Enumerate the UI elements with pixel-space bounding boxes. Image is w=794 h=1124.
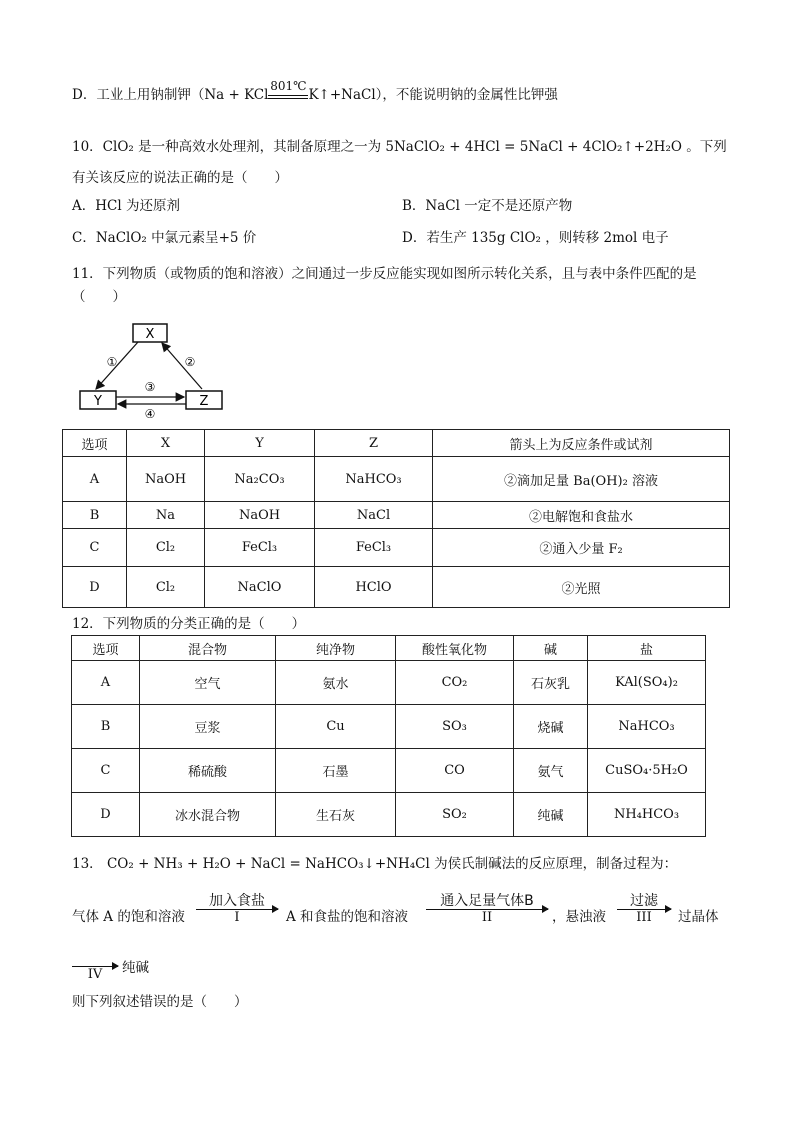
table-cell: CuSO₄·5H₂O [588,749,706,793]
q13-arrow-4-bottom: IV [87,967,103,982]
table-row [63,567,730,608]
q13-arrow-1 [196,893,278,926]
diagram-num-2: ② [184,355,196,369]
q10-option-c[interactable]: C．NaClO₂ 中氯元素呈+5 价 [72,230,257,246]
table-cell: ②电解饱和食盐水 [433,502,730,529]
table-cell: 冰水混合物 [140,793,276,837]
q9-temp: 801℃ [270,79,307,93]
table-cell: FeCl₃ [315,529,433,567]
q12-header: 纯净物 [276,636,396,661]
diagram-label-z: Z [199,394,209,409]
table-row [63,457,730,502]
q10-stem-2: 有关该反应的说法正确的是（ ） [72,170,288,186]
q13-flow-s2: ，悬浊液 [552,909,606,925]
q13-arrow-1-top: 加入食盐 [209,893,265,909]
table-cell: D [72,793,140,837]
q12-header-row [72,636,706,661]
table-cell: Na₂CO₃ [205,457,315,502]
table-cell: HClO [315,567,433,608]
table-row [72,661,706,705]
q13-flow-s4: 纯碱 [122,960,149,976]
q11-header: Z [315,430,433,457]
q11-stem-2: （ ） [72,289,126,305]
table-cell: NaOH [127,457,205,502]
q11-header-row [63,430,730,457]
table-cell: NaHCO₃ [588,705,706,749]
table-cell: NaClO [205,567,315,608]
q9-option-d [72,79,558,103]
q10-option-b[interactable]: B．NaCl 一定不是还原产物 [402,198,573,214]
table-row [63,502,730,529]
table-row [63,529,730,567]
table-cell: 稀硫酸 [140,749,276,793]
diagram-num-4: ④ [144,407,156,418]
q10-option-d[interactable]: D．若生产 135g ClO₂ ，则转移 2mol 电子 [402,230,669,246]
table-row [72,793,706,837]
table-cell: NaOH [205,502,315,529]
diagram-label-y: Y [94,394,102,409]
q9-optd-suffix: ），不能说明钠的金属性比钾强 [375,87,558,103]
diagram-num-1: ① [106,355,118,369]
q12-header: 混合物 [140,636,276,661]
q12-header: 碱 [514,636,588,661]
q13-arrow-3 [617,893,671,926]
table-cell: Cl₂ [127,529,205,567]
table-cell: B [72,705,140,749]
q11-header: 选项 [63,430,127,457]
q13-arrow-1-bottom: I [234,910,240,925]
table-cell: NH₄HCO₃ [588,793,706,837]
table-cell: 石墨 [276,749,396,793]
q13-arrow-3-bottom: III [636,910,652,925]
arrow-2 [162,343,202,389]
q12-header: 盐 [588,636,706,661]
q13-arrow-2 [426,893,548,926]
q11-header: X [127,430,205,457]
q12-stem: 12．下列物质的分类正确的是（ ） [72,616,306,632]
q12-header: 酸性氧化物 [396,636,514,661]
q11-table [62,429,730,608]
table-cell: Cu [276,705,396,749]
q13-arrow-4 [72,955,118,983]
table-cell: CO₂ [396,661,514,705]
q10-stem-1: 10．ClO₂ 是一种高效水处理剂，其制备原理之一为 5NaClO₂ + 4HCl = 5NaCl + 4ClO₂↑+2H₂O 。下列 [72,139,727,155]
q13-flow-s0: 气体 A 的饱和溶液 [72,909,185,925]
q12-header: 选项 [72,636,140,661]
q9-optd-prefix: D．工业上用钠制钾（Na + KCl [72,87,269,103]
q13-flow-s1: A 和食盐的饱和溶液 [286,909,409,925]
table-cell: CO [396,749,514,793]
table-cell: Na [127,502,205,529]
q13-ask: 则下列叙述错误的是（ ） [72,994,248,1010]
q9-temp-arrow [268,79,308,99]
table-cell: 石灰乳 [514,661,588,705]
table-cell: 空气 [140,661,276,705]
table-cell: ②光照 [433,567,730,608]
q13-arrow-2-top: 通入足量气体B [440,893,534,909]
table-row [72,705,706,749]
q13-stem: 13． CO₂ + NH₃ + H₂O + NaCl = NaHCO₃↓+NH₄Cl 为侯氏制碱法的反应原理，制备过程为： [72,856,678,872]
q10-option-a[interactable]: A．HCl 为还原剂 [72,198,180,214]
table-cell: D [63,567,127,608]
table-cell: A [63,457,127,502]
table-cell: SO₂ [396,793,514,837]
diagram-num-3: ③ [144,380,156,394]
table-cell: ②滴加足量 Ba(OH)₂ 溶液 [433,457,730,502]
q11-conversion-diagram [76,318,226,418]
q13-flow-s3: 过晶体 [678,909,719,925]
q13-arrow-2-bottom: II [481,910,493,925]
table-cell: 氨气 [514,749,588,793]
q11-stem-1: 11．下列物质（或物质的饱和溶液）之间通过一步反应能实现如图所示转化关系，且与表中条件匹配的是 [72,266,697,282]
table-row [72,749,706,793]
table-cell: KAl(SO₄)₂ [588,661,706,705]
q13-arrow-3-top: 过滤 [630,893,658,909]
table-cell: 豆浆 [140,705,276,749]
q9-optd-product: K↑+NaCl [308,87,376,103]
table-cell: C [72,749,140,793]
table-cell: FeCl₃ [205,529,315,567]
table-cell: NaHCO₃ [315,457,433,502]
table-cell: ②通入少量 F₂ [433,529,730,567]
q12-table [71,635,706,837]
table-cell: 生石灰 [276,793,396,837]
table-cell: 烧碱 [514,705,588,749]
q11-header: 箭头上为反应条件或试剂 [433,430,730,457]
table-cell: B [63,502,127,529]
table-cell: NaCl [315,502,433,529]
table-cell: 纯碱 [514,793,588,837]
table-cell: A [72,661,140,705]
diagram-label-x: X [145,327,155,342]
table-cell: Cl₂ [127,567,205,608]
q11-header: Y [205,430,315,457]
table-cell: C [63,529,127,567]
table-cell: 氨水 [276,661,396,705]
table-cell: SO₃ [396,705,514,749]
